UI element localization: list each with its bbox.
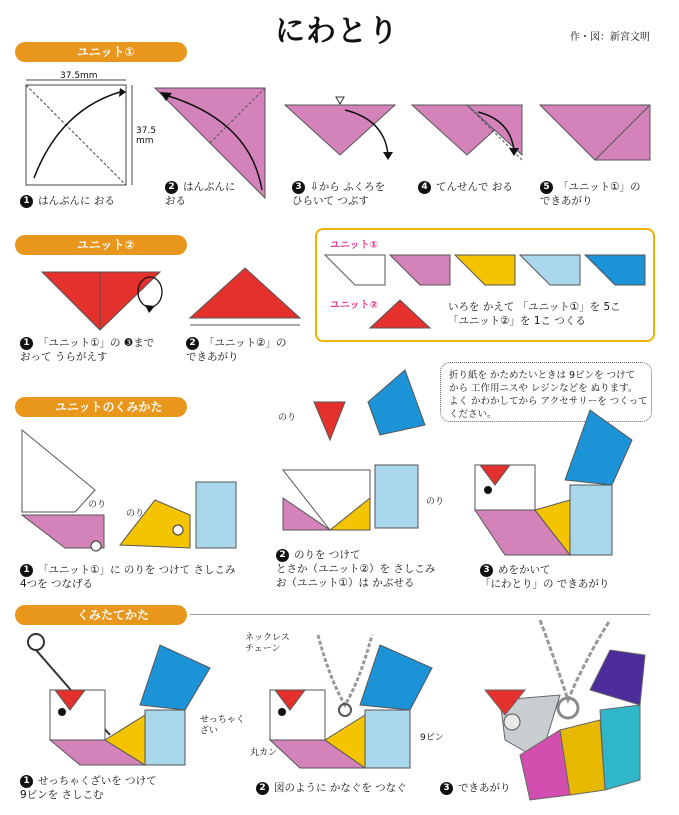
unit2-step-2: 2 「ユニット②」の できあがり [186, 337, 287, 363]
glue-label-3: のり [278, 413, 297, 423]
unit1-step-5: 5 「ユニット①」の できあがり [540, 181, 641, 207]
width-dimension: 37.5mm [60, 71, 98, 81]
glue-label-2: のり [126, 509, 145, 519]
tip-note: 折り紙を かためたいときは 9ピンを つけて から 工作用ニスや レジンなどを ぬります。 よく かわかしてから アクセサリーを つくって ください。 [440, 362, 652, 422]
finish-step-1: 1 せっちゃくざいを つけて 9ピンを さしこむ [20, 775, 157, 801]
inset-unit2-label: ユニット② [330, 300, 379, 311]
glue-label-4: のり [426, 497, 445, 507]
assembly-step-3: 3 めをかいて 「にわとり」の できあがり [480, 564, 610, 590]
section-header-unit2: ユニット② [15, 235, 187, 255]
finish-step-3: 3 できあがり [440, 781, 511, 795]
ring-label: 丸カン [250, 748, 278, 758]
adhesive-label: せっちゃく ざい [200, 715, 245, 736]
unit1-step-3: 3 ⇩から ふくろを ひらいて つぶす [292, 181, 386, 207]
author-credit: 作・図：新宮文明 [570, 32, 650, 43]
assembly-step-2: 2 のりを つけて とさか（ユニット②）を さしこみ お（ユニット①）は かぶせる [276, 549, 436, 589]
inset-instruction: いろを かえて 「ユニット①」を 5こ 「ユニット②」を 1こ つくる [448, 301, 621, 327]
finish-step-2: 2 図のように かなぐを つなぐ [256, 781, 407, 795]
chain-label: ネックレス チェーン [245, 633, 290, 654]
inset-unit1-label: ユニット① [330, 240, 379, 251]
unit1-step-1: 1 はんぶんに おる [20, 194, 115, 208]
assembly-step-1: 1 「ユニット①」に のりを つけて さしこみ 4つを つなげる [20, 564, 236, 590]
section-header-unit1: ユニット① [15, 42, 187, 62]
unit1-step-2: 2 はんぶんに おる [165, 181, 236, 207]
glue-label-1: のり [88, 500, 107, 510]
pin-label: 9ピン [420, 733, 444, 743]
unit2-step-1: 1 「ユニット①」の ❸まで おって うらがえす [20, 337, 155, 363]
section-header-assembly: ユニットのくみかた [15, 397, 187, 417]
section-header-finish: くみたてかた [15, 605, 187, 625]
page-title: にわとり [275, 14, 399, 49]
unit1-step-4: 4 てんせんで おる [418, 180, 513, 194]
height-dimension: 37.5 mm [136, 126, 157, 146]
